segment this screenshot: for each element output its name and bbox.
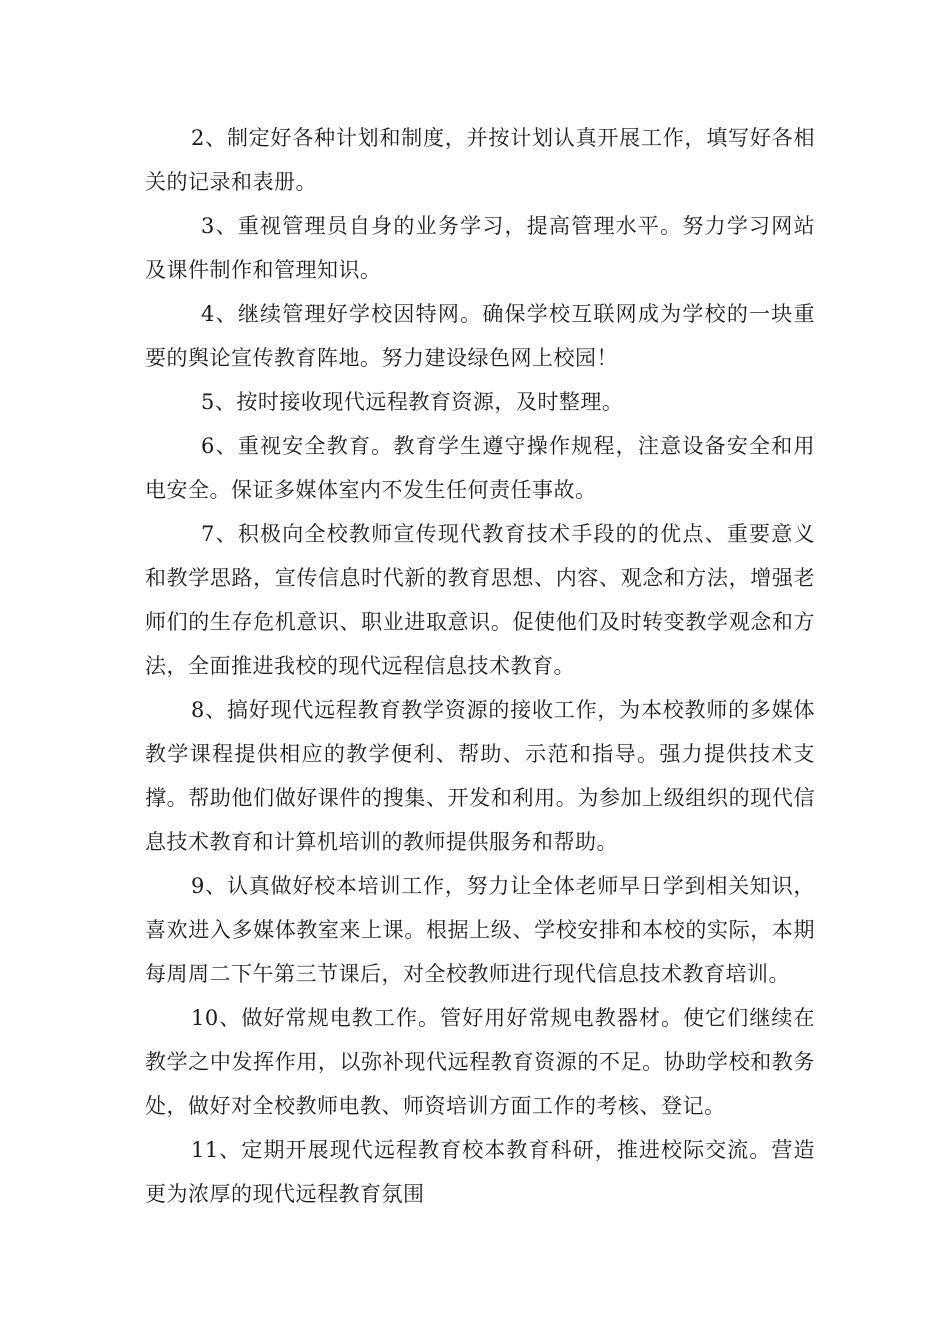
paragraph-item-3: 3、重视管理员自身的业务学习，提高管理水平。努力学习网站及课件制作和管理知识。	[145, 214, 815, 282]
paragraph-item-2: 2、制定好各种计划和制度，并按计划认真开展工作，填写好各相关的记录和表册。	[145, 126, 815, 194]
paragraph-item-10: 10、做好常规电教工作。管好用好常规电教器材。使它们继续在教学之中发挥作用，以弥补现代远程教育资源的不足。协助学校和教务处，做好对全校教师电教、师资培训方面工作的考核、登记。	[145, 1006, 815, 1118]
paragraph-item-4: 4、继续管理好学校因特网。确保学校互联网成为学校的一块重要的舆论宣传教育阵地。努力建设绿色网上校园！	[145, 302, 815, 370]
paragraph-item-5: 5、按时接收现代远程教育资源，及时整理。	[201, 390, 624, 414]
paragraph-item-9: 9、认真做好校本培训工作，努力让全体老师早日学到相关知识，喜欢进入多媒体教室来上课。根据上级、学校安排和本校的实际，本期每周周二下午第三节课后，对全校教师进行现代信息技术教育培训。	[145, 874, 815, 986]
paragraph-item-7: 7、积极向全校教师宣传现代教育技术手段的的优点、重要意义和教学思路，宣传信息时代新的教育思想、内容、观念和方法，增强老师们的生存危机意识、职业进取意识。促使他们及时转变教学观念和方法，全面推进我校的现代远程信息技术教育。	[145, 522, 815, 678]
paragraph-item-6: 6、重视安全教育。教育学生遵守操作规程，注意设备安全和用电安全。保证多媒体室内不发生任何责任事故。	[145, 434, 815, 502]
document-body	[145, 116, 815, 1216]
paragraph-item-8: 8、搞好现代远程教育教学资源的接收工作，为本校教师的多媒体教学课程提供相应的教学便利、帮助、示范和指导。强力提供技术支撑。帮助他们做好课件的搜集、开发和利用。为参加上级组织的现代信息技术教育和计算机培训的教师提供服务和帮助。	[145, 698, 815, 854]
paragraph-item-11: 11、定期开展现代远程教育校本教育科研，推进校际交流。营造更为浓厚的现代远程教育氛围	[145, 1138, 815, 1206]
